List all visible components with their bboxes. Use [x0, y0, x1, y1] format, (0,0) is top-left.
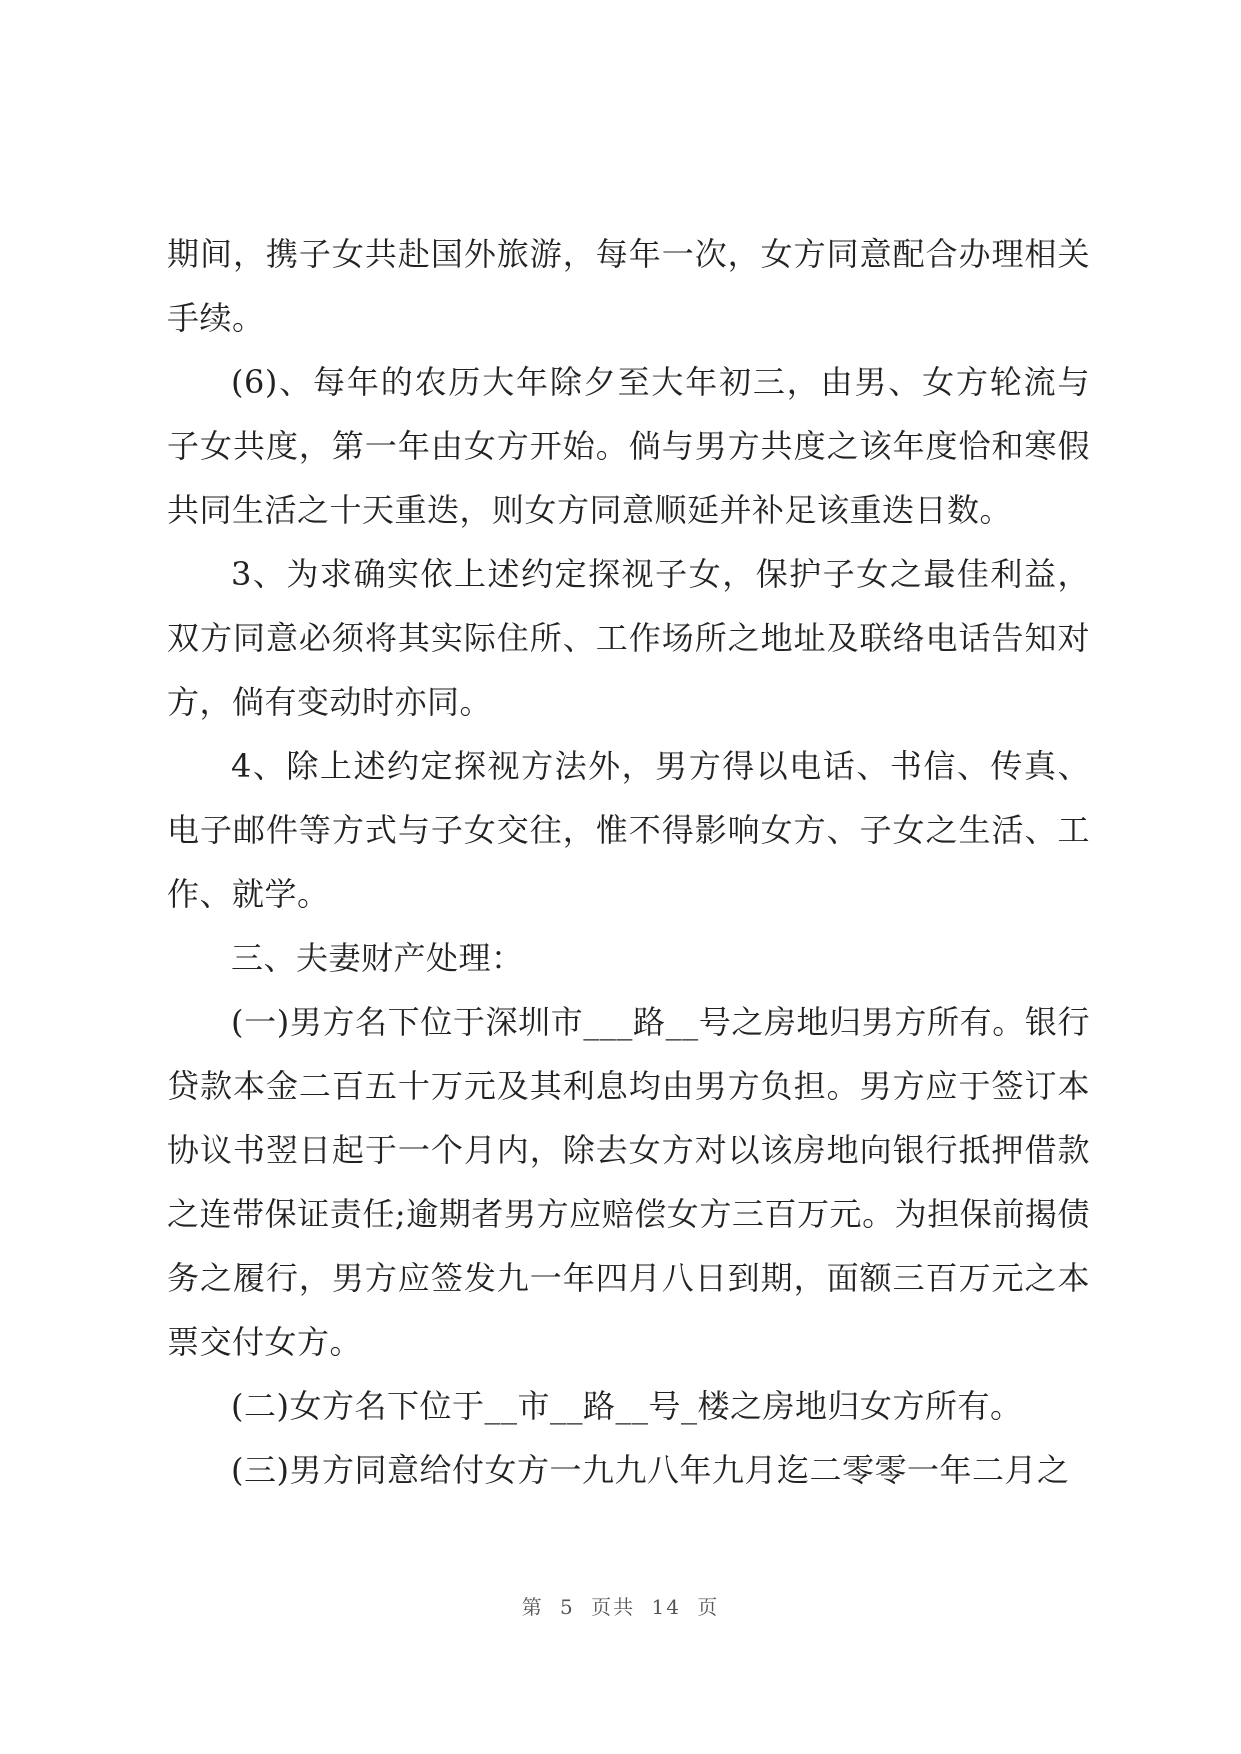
paragraph: (一)男方名下位于深圳市___路__号之房地归男方所有。银行贷款本金二百五十万元及其利息均由男方负担。男方应于签订本协议书翌日起于一个月内，除去女方对以该房地向银行抵押借款之连带保证责任;逾期者男方应赔偿女方三百万元。为担保前揭债务之履行，男方应签发九一年四月八日到期，面额三百万元之本票交付女方。	[167, 1003, 1090, 1361]
paragraph: (6)、每年的农历大年除夕至大年初三，由男、女方轮流与子女共度，第一年由女方开始。倘与男方共度之该年度恰和寒假共同生活之十天重迭，则女方同意顺延并补足该重迭日数。	[167, 363, 1090, 529]
document-body	[167, 222, 1090, 1502]
paragraph: (三)男方同意给付女方一九九八年九月迄二零零一年二月之	[231, 1451, 1070, 1489]
page-number-footer: 第 5 页共 14 页	[521, 1595, 720, 1619]
paragraph: 4、除上述约定探视方法外，男方得以电话、书信、传真、电子邮件等方式与子女交往，惟不得影响女方、子女之生活、工作、就学。	[167, 747, 1090, 913]
paragraph: 期间，携子女共赴国外旅游，每年一次，女方同意配合办理相关手续。	[167, 235, 1090, 337]
paragraph: (二)女方名下位于__市__路__号_楼之房地归女方所有。	[231, 1387, 1023, 1425]
section-heading: 三、夫妻财产处理：	[231, 939, 524, 977]
paragraph: 3、为求确实依上述约定探视子女，保护子女之最佳利益，双方同意必须将其实际住所、工作场所之地址及联络电话告知对方，倘有变动时亦同。	[167, 555, 1090, 721]
